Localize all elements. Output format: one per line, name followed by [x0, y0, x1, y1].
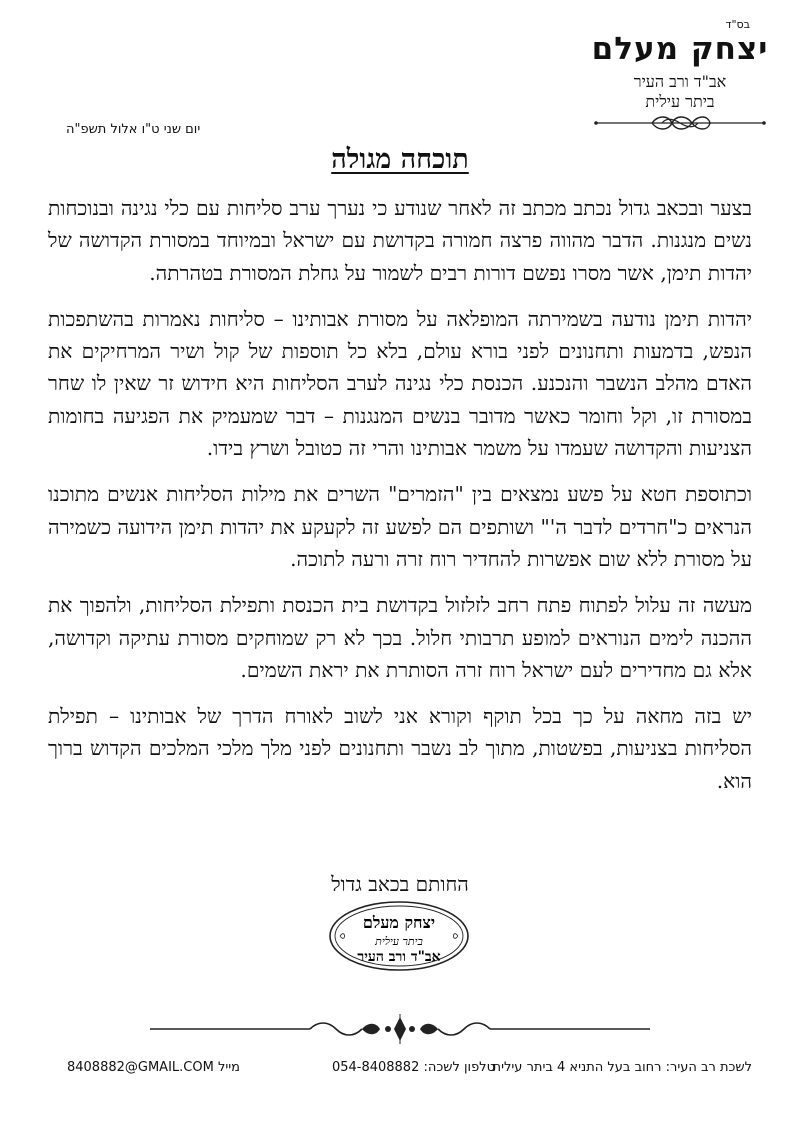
letterhead-name: יצחק מעלם: [591, 31, 769, 67]
stamp-title: אב"ד ורב העיר: [357, 949, 441, 965]
body-paragraph-5: יש בזה מחאה על כך בכל תוקף וקורא אני לשוב לאורח הדרך של אבותינו – תפילת הסליחות בצניעות, בפשטות, מתוך לב נשבר ותחנונים לפני מלך מלכי המלכים הקדוש ברוך הוא.: [48, 704, 752, 793]
letter-body: [48, 192, 752, 797]
letter-date: יום שני ט"ו אלול תשפ"ה: [66, 122, 201, 137]
footer-email: [67, 1060, 240, 1075]
phone-label: טלפון לשכה:: [423, 1060, 495, 1075]
body-paragraph-2: יהדות תימן נודעה בשמירתה המופלאה על מסורת אבותינו – סליחות נאמרות בהשתפכות הנפש, בדמעות ותחנונים לפני בורא עולם, בלא כל תוספות של קול ושיר המרחיקים את האדם מהלב הנשבר והנכנע. הכנסת כלי נגינה לערב הסליחות היא חידוש זר שאין לו שחר במסורת זו, וקל וחומר כאשר מדובר בנשים המנגנות – דבר שמעמיק את הפגיעה בחומות הצניעות והקדושה שעמדו על משמר אבותינו והרי זה כטובל ושרץ בידו.: [48, 306, 753, 461]
letter-title: תוכחה מגולה: [331, 144, 469, 175]
letterhead-place: ביתר עילית: [645, 92, 715, 111]
email-address: 8408882@GMAIL.COM: [66, 1060, 214, 1075]
body-paragraph-1: בצער ובכאב גדול נכתב מכתב זה לאחר שנודע כי נערך ערב סליחות עם כלי נגינה ובנוכחות נשים מנגנות. הדבר מהווה פרצה חמורה בקדושת עם ישראל ובמיוחד במסורת הקדושה של יהדות תימן, אשר מסרו נפשם דורות רבים לשמור על גחלת המסורת בטהרתה.: [48, 196, 752, 285]
body-paragraph-3: וכתוספת חטא על פשע נמצאים בין "הזמרים" השרים את מילות הסליחות אנשים מתוכנו הנראים כ"חרדים לדבר ה'" ושותפים הם לפשע זה לקעקע את יהדות תימן הידועה כשמירה על מסורת ללא שום אפשרות להחדיר רוח זרה ורעה לתוכה.: [48, 482, 752, 571]
bsd-mark: בס"ד: [725, 18, 750, 31]
phone-number: 054-8408882: [331, 1060, 420, 1075]
rabbi-stamp: [328, 900, 470, 972]
email-label: מייל: [217, 1060, 240, 1075]
signoff-text: החותם בכאב גדול: [331, 872, 469, 896]
footer-office-address: לשכת רב העיר: רחוב בעל התניא 4 ביתר עילית: [492, 1060, 752, 1075]
letterhead: [590, 30, 770, 132]
flourish-ornament: [592, 114, 768, 132]
stamp-name: יצחק מעלם: [362, 913, 436, 932]
body-paragraph-4: מעשה זה עלול לפתוח פתח רחב לזלזול בקדושת בית הכנסת ותפילת הסליחות, ולהפוך את ההכנה לימים הנוראים למופע תרבותי חלול. בכך לא רק שמוחקים מסורת עתיקה וקדושה, אלא גם מחדירים לעם ישראל רוח זרה הסותרת את יראת השמים.: [48, 593, 752, 682]
stamp-place: ביתר עילית: [375, 935, 423, 948]
footer-divider-ornament: [150, 1014, 650, 1044]
letterhead-title: אב"ד ורב העיר: [633, 72, 727, 91]
footer-contact: [40, 1060, 760, 1084]
footer-phone: [332, 1060, 495, 1075]
